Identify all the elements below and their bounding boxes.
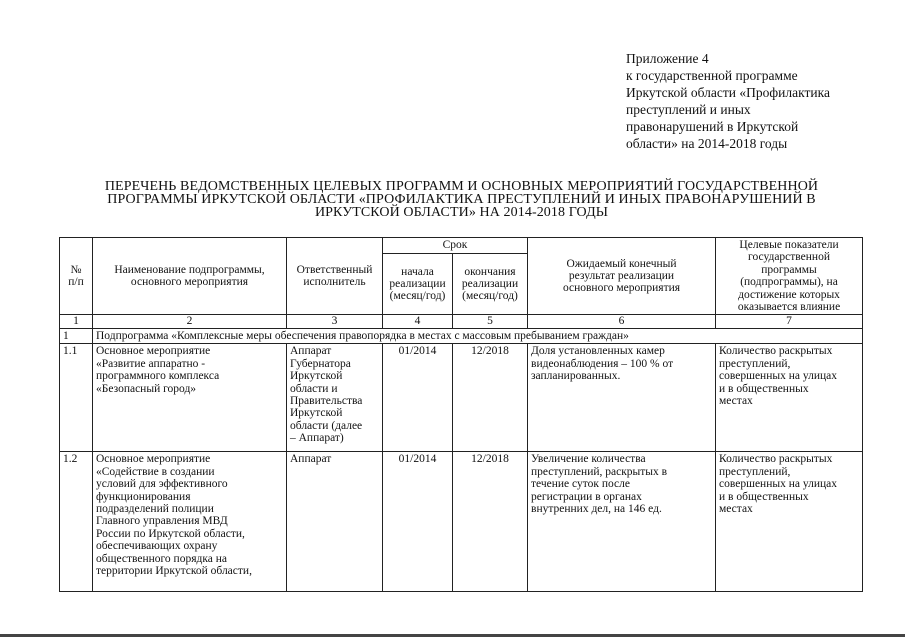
cell-line: запланированных.: [531, 370, 621, 383]
title-line: ПЕРЕЧЕНЬ ВЕДОМСТВЕННЫХ ЦЕЛЕВЫХ ПРОГРАММ И ОСНОВНЫХ МЕРОПРИЯТИЙ ГОСУДАРСТВЕННОЙ: [104, 179, 819, 194]
cell-line: (месяц/год): [389, 290, 446, 303]
column-number: 5: [453, 315, 528, 329]
cell-line: общественного порядка на: [96, 552, 228, 565]
cell-line: исполнитель: [303, 276, 366, 289]
cell-line: (месяц/год): [462, 290, 518, 303]
column-number: 7: [716, 315, 863, 329]
cell-line: Основное мероприятие: [96, 345, 211, 358]
header-start: [383, 253, 453, 315]
header-result: [528, 238, 716, 315]
cell-line: «Развитие аппаратно -: [96, 357, 206, 370]
column-number: 2: [93, 315, 287, 329]
title-line: ИРКУТСКОЙ ОБЛАСТИ» НА 2014-2018 ГОДЫ: [314, 205, 609, 220]
header-term: Срок: [383, 238, 528, 254]
row-num: 1.1: [60, 344, 93, 452]
row-result: [528, 344, 716, 452]
row-name: [93, 344, 287, 452]
appendix-line: Приложение 4: [626, 51, 709, 66]
row-start: 01/2014: [383, 344, 453, 452]
cell-line: №: [70, 263, 82, 276]
appendix-line: преступлений и иных: [626, 102, 751, 117]
header-executor: [287, 238, 383, 315]
row-result: [528, 452, 716, 592]
cell-line: оказывается влияние: [737, 301, 841, 314]
subprogram-title: Подпрограмма «Комплексные меры обеспечения правопорядка в местах с массовым пребыванием граждан»: [93, 329, 863, 344]
cell-line: Аппарат: [290, 453, 332, 466]
table-row: [60, 344, 863, 452]
cell-line: Иркутской: [290, 370, 343, 383]
cell-line: Главного управления МВД: [96, 515, 228, 528]
row-end: 12/2018: [453, 452, 528, 592]
row-indicators: [716, 344, 863, 452]
cell-line: окончания: [464, 265, 516, 278]
cell-line: преступлений,: [719, 357, 791, 370]
table-row: [60, 452, 863, 592]
row-end: 12/2018: [453, 344, 528, 452]
cell-line: результат реализации: [568, 270, 675, 283]
title-line: ПРОГРАММЫ ИРКУТСКОЙ ОБЛАСТИ «ПРОФИЛАКТИКА ПРЕСТУПЛЕНИЙ И ИНЫХ ПРАВОНАРУШЕНИЙ В: [107, 192, 816, 207]
cell-line: Количество раскрытых: [719, 453, 833, 466]
scan-edge-line: [0, 634, 905, 637]
cell-line: «Содействие в создании: [96, 465, 215, 478]
appendix-line: к государственной программе: [626, 68, 798, 83]
header-num: [60, 238, 93, 315]
cell-line: Ответственный: [296, 263, 373, 276]
cell-line: – Аппарат): [290, 432, 344, 445]
cell-line: основного мероприятия: [130, 276, 249, 289]
cell-line: Целевые показатели: [739, 239, 839, 251]
cell-line: видеонаблюдения – 100 % от: [531, 357, 674, 370]
row-executor: [287, 344, 383, 452]
document-title: [40, 180, 883, 219]
column-number-row: [60, 315, 863, 329]
cell-line: Аппарат: [290, 345, 332, 358]
cell-line: внутренних дел, на 146 ед.: [531, 503, 662, 516]
appendix-block: [626, 50, 866, 152]
row-start: 01/2014: [383, 452, 453, 592]
cell-line: подразделений полиции: [96, 503, 214, 516]
header-end: [453, 253, 528, 315]
subprogram-num: 1: [60, 329, 93, 344]
cell-line: начала: [401, 265, 434, 278]
subprogram-row: [60, 329, 863, 344]
cell-line: преступлений,: [719, 465, 791, 478]
row-num: 1.2: [60, 452, 93, 592]
header-indicators: [716, 238, 863, 315]
cell-line: Основное мероприятие: [96, 453, 211, 466]
column-number: 4: [383, 315, 453, 329]
column-number: 6: [528, 315, 716, 329]
cell-line: Увеличение количества: [531, 453, 646, 466]
cell-line: (подпрограммы), на: [740, 276, 838, 289]
appendix-line: Иркутской области «Профилактика: [626, 85, 830, 100]
cell-line: п/п: [68, 276, 84, 289]
cell-line: реализации: [461, 277, 519, 290]
cell-line: достижение которых: [738, 288, 840, 301]
cell-line: Ожидаемый конечный: [566, 257, 677, 270]
cell-line: местах: [719, 503, 753, 516]
cell-line: Наименование подпрограммы,: [114, 263, 265, 276]
row-executor: [287, 452, 383, 592]
cell-line: условий для эффективного: [96, 478, 228, 491]
column-number: 3: [287, 315, 383, 329]
cell-line: регистрации в органах: [531, 490, 642, 503]
cell-line: местах: [719, 395, 753, 408]
cell-line: Количество раскрытых: [719, 345, 833, 358]
cell-line: программного комплекса: [96, 370, 220, 383]
cell-line: территории Иркутской области,: [96, 565, 252, 578]
cell-line: России по Иркутской области,: [96, 527, 245, 540]
row-indicators: [716, 452, 863, 592]
measures-table: [59, 237, 863, 592]
cell-line: «Безопасный город»: [96, 382, 197, 395]
cell-line: Губернатора: [290, 357, 351, 370]
cell-line: преступлений, раскрытых в: [531, 465, 668, 478]
cell-line: совершенных на улицах: [719, 478, 837, 491]
cell-line: области и: [290, 382, 338, 395]
row-name: [93, 452, 287, 592]
cell-line: Иркутской: [290, 407, 343, 420]
cell-line: и в общественных: [719, 490, 809, 503]
cell-line: Доля установленных камер: [531, 345, 665, 358]
appendix-line: области» на 2014-2018 годы: [626, 136, 788, 151]
header-name: [93, 238, 287, 315]
cell-line: и в общественных: [719, 382, 809, 395]
cell-line: Правительства: [290, 395, 363, 408]
column-number: 1: [60, 315, 93, 329]
cell-line: программы: [761, 263, 817, 276]
cell-line: совершенных на улицах: [719, 370, 837, 383]
cell-line: государственной: [748, 251, 830, 264]
cell-line: основного мероприятия: [562, 282, 681, 295]
cell-line: обеспечивающих охрану: [96, 540, 218, 553]
cell-line: области (далее: [290, 419, 363, 432]
cell-line: течение суток после: [531, 478, 630, 491]
cell-line: реализации: [389, 277, 446, 290]
appendix-line: правонарушений в Иркутской: [626, 119, 799, 134]
cell-line: функционирования: [96, 490, 191, 503]
